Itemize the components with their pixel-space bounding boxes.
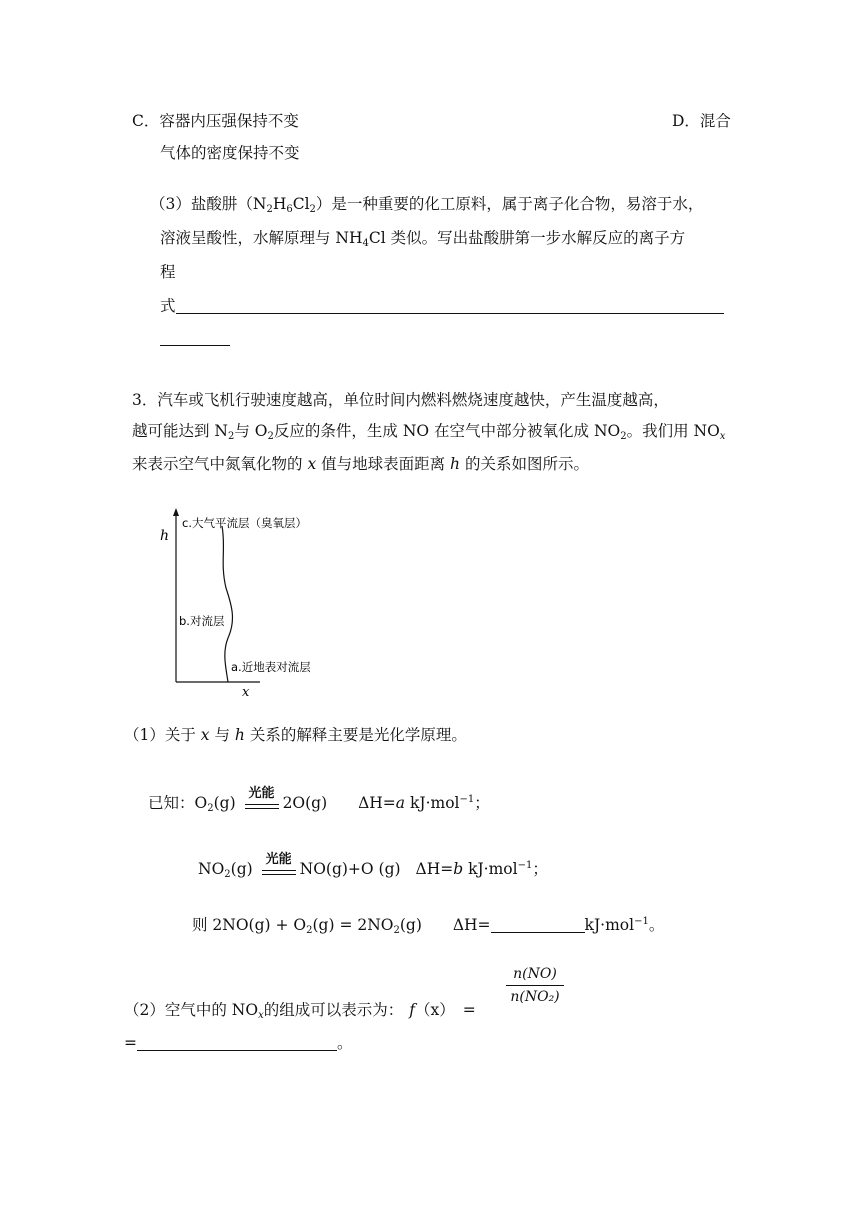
answer-blank-fx[interactable]	[137, 1034, 337, 1051]
part3-line1: （3）盐酸肼$(N_2H_6Cl_2)$是一种重要的化工原料，属于离子化合物，易溶于水，	[150, 195, 704, 215]
h-axis-label: h	[160, 528, 170, 544]
nox-curve	[222, 526, 232, 682]
q3-part2-line2: = 。	[124, 1034, 353, 1052]
light-arrow-2: 光能	[260, 858, 298, 880]
eq3: 则 $2NO(g) + O_2(g) = 2NO_2(g)$ ΔH= kJ·mol$^{-1}$。	[192, 916, 665, 936]
fraction-bar	[506, 985, 564, 986]
fraction-denominator: n(NO₂)	[510, 989, 560, 1005]
light-arrow-1: 光能	[243, 792, 281, 814]
eq1: 已知：$O_2(g)$ 光能 2O(g) ΔH=a kJ·mol$^{-1}$；	[148, 786, 490, 814]
answer-blank-equation-cont[interactable]	[160, 345, 230, 346]
part3-line4: 式	[160, 296, 724, 316]
option-c: C．容器内压强保持不变	[132, 112, 299, 130]
part3-line3: 程	[160, 263, 176, 281]
eq2: $NO_2(g)$ 光能 NO(g)+O (g) ΔH=b kJ·mol$^{-1}$；	[198, 852, 548, 880]
answer-blank-dh[interactable]	[491, 916, 585, 933]
altitude-nox-figure	[150, 508, 350, 698]
q3-line2: 越可能达到 $N_2$与 $O_2$反应的条件，生成 NO 在空气中部分被氧化成 $NO_2$。我们用 $NO_x$	[132, 422, 726, 442]
option-d-start: D．混合	[672, 112, 731, 130]
q3-part2: （2）空气中的 $NO_x$的组成可以表示为： f（x） =	[124, 1001, 476, 1021]
fraction-numerator: n(NO)	[513, 966, 557, 982]
part3-line2: 溶液呈酸性，水解原理与 $NH_4Cl$ 类似。写出盐酸肼第一步水解反应的离子方	[160, 229, 686, 249]
label-troposphere: b.对流层	[179, 614, 225, 628]
option-d-end: 气体的密度保持不变	[160, 144, 300, 162]
x-axis-label: x	[242, 685, 250, 698]
q3-line3: 来表示空气中氮氧化物的 x 值与地球表面距离 h 的关系如图所示。	[132, 455, 589, 473]
label-near-surface: a.近地表对流层	[231, 660, 311, 674]
q3-line1: 3．汽车或飞机行驶速度越高，单位时间内燃料燃烧速度越快，产生温度越高，	[132, 391, 669, 409]
h-axis-arrow	[173, 508, 179, 516]
q3-part1: （1）关于 x 与 h 关系的解释主要是光化学原理。	[124, 726, 467, 744]
label-stratosphere: c.大气平流层（臭氧层）	[182, 516, 307, 530]
answer-blank-equation[interactable]	[176, 297, 724, 314]
fraction	[506, 966, 564, 1005]
